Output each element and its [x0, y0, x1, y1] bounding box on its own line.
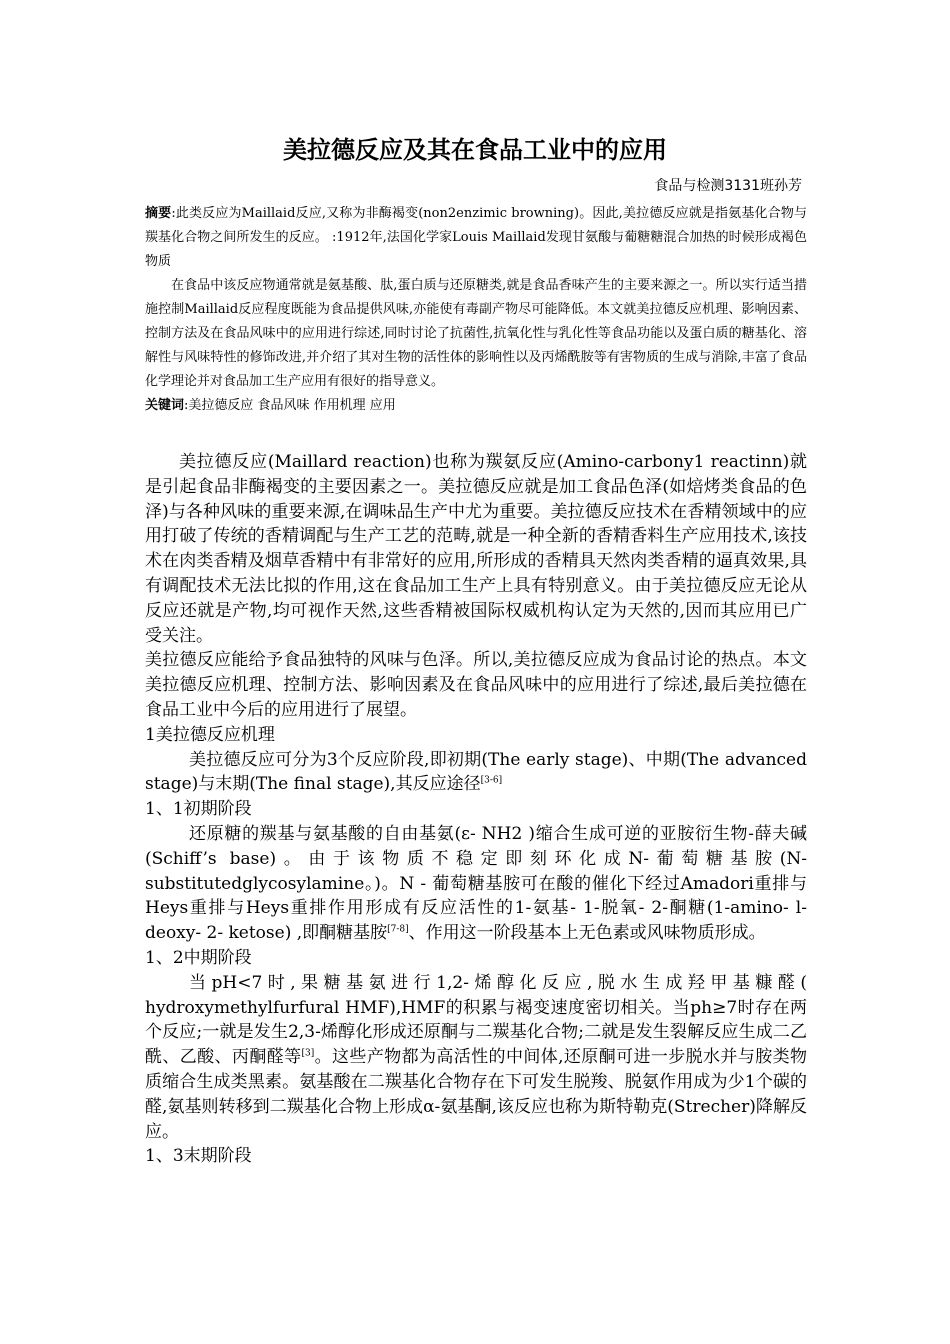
abstract-paragraph — [145, 202, 807, 274]
early-text: 还原糖的羰基与氨基酸的自由基氨(ε- NH2 )缩合生成可逆的亚胺衍生物-薛夫碱(Schiff’s base)。由于该物质不稳定即刻环化成N-葡萄糖基胺(N-substitutedglycosylamine。)。N - 葡萄糖基胺可在酸的催化下经过Amadori重排与Heys重排与Heys重排作用形成有反应活性的1-氨基- 1-脱氧- 2-酮糖(1-amino- l- deoxy- 2- ketose) ,即酮糖基胺 — [145, 823, 807, 944]
body-paragraph-advanced — [145, 971, 807, 1145]
advanced-text: 当pH<7时,果糖基氨进行1,2-烯醇化反应,脱水生成羟甲基糠醛( hydroxymethylfurfural HMF),HMF的积累与褐变速度密切相关。当ph≥7时存在两个反应;一就是发生2,3-烯醇化形成还原酮与二羰基化合物;二就是发生裂解反应生成二乙酰、乙酸、丙酮醛等 — [145, 972, 807, 1068]
citation-ref: [3-6] — [480, 775, 503, 786]
keywords-separator: : — [184, 398, 189, 413]
early-text-end: 、作用这一阶段基本上无色素或风味物质形成。 — [408, 923, 766, 944]
body-paragraph-early — [145, 822, 807, 946]
subsection-heading-advanced: 1、2中期阶段 — [145, 947, 252, 968]
body-paragraph-intro: 美拉德反应(Maillard reaction)也称为羰氨反应(Amino-carbony1 reactinn)就是引起食品非酶褐变的主要因素之一。美拉德反应就是加工食品色泽(如焙烤类食品的色泽)与各种风味的重要来源,在调味品生产中尤为重要。美拉德反应技术在香精领域中的应用打破了传统的香精调配与生产工艺的范畴,就是一种全新的香精香料生产应用技术,该技术在肉类香精及烟草香精中有非常好的应用,所形成的香精具天然肉类香精的逼真效果,具有调配技术无法比拟的作用,这在食品加工生产上具有特别意义。由于美拉德反应无论从反应还就是产物,均可视作天然,这些香精被国际权威机构认定为天然的,因而其应用已广受关注。 — [145, 452, 807, 646]
abstract-separator: : — [171, 206, 176, 221]
abstract-text: 此类反应为Maillaid反应,又称为非酶褐变(non2enzimic browning)。因此,美拉德反应就是指氨基化合物与羰基化合物之间所发生的反应。 :1912年,法国化学家Louis Maillaid发现甘氨酸与葡糖糖混合加热的时候形成褐色物质 — [145, 206, 807, 269]
advanced-text-end: 。这些产物都为高活性的中间体,还原酮可进一步脱水并与胺类物质缩合生成类黑素。氨基酸在二羰基化合物存在下可发生脱羧、脱氨作用成为少1个碳的醛,氨基则转移到二羰基化合物上形成α-氨基酮,该反应也称为斯特勒克(Strecher)降解反应。 — [145, 1047, 807, 1142]
citation-ref: [3] — [301, 1048, 315, 1059]
abstract-label: 摘要 — [145, 206, 172, 221]
body-paragraph-stages — [145, 748, 807, 798]
abstract-paragraph-2: 在食品中该反应物通常就是氨基酸、肽,蛋白质与还原糖类,就是食品香味产生的主要来源之一。所以实行适当措施控制Maillaid反应程度既能为食品提供风味,亦能使有毒副产物尽可能降低。本文就美拉德反应机理、影响因素、控制方法及在食品风味中的应用进行综述,同时讨论了抗菌性,抗氧化性与乳化性等食品功能以及蛋白质的糖基化、溶解性与风味特性的修饰改进,并介绍了其对生物的活性体的影响性以及丙烯酰胺等有害物质的生成与消除,丰富了食品化学理论并对食品加工生产应用有很好的指导意义。 — [145, 278, 807, 389]
subsection-heading-final: 1、3末期阶段 — [145, 1146, 252, 1167]
document-title: 美拉德反应及其在食品工业中的应用 — [283, 136, 667, 164]
author-line: 食品与检测3131班孙芳 — [654, 178, 802, 194]
stages-text: 美拉德反应可分为3个反应阶段,即初期(The early stage)、中期(The advanced stage)与末期(The final stage),其反应途径 — [145, 749, 807, 795]
keywords-line — [145, 394, 807, 418]
abstract-block — [145, 202, 807, 418]
keywords-text: 美拉德反应 食品风味 作用机理 应用 — [188, 398, 396, 413]
main-body — [145, 450, 807, 1169]
subsection-heading-early: 1、1初期阶段 — [145, 799, 252, 820]
body-paragraph-aim: 美拉德反应能给予食品独特的风味与色泽。所以,美拉德反应成为食品讨论的热点。本文美拉德反应机理、控制方法、影响因素及在食品风味中的应用进行了综述,最后美拉德在食品工业中今后的应用进行了展望。 — [145, 650, 807, 720]
keywords-label: 关键词 — [145, 398, 185, 413]
citation-ref: [7-8] — [387, 924, 409, 935]
section-heading-mechanism: 1美拉德反应机理 — [145, 724, 275, 745]
